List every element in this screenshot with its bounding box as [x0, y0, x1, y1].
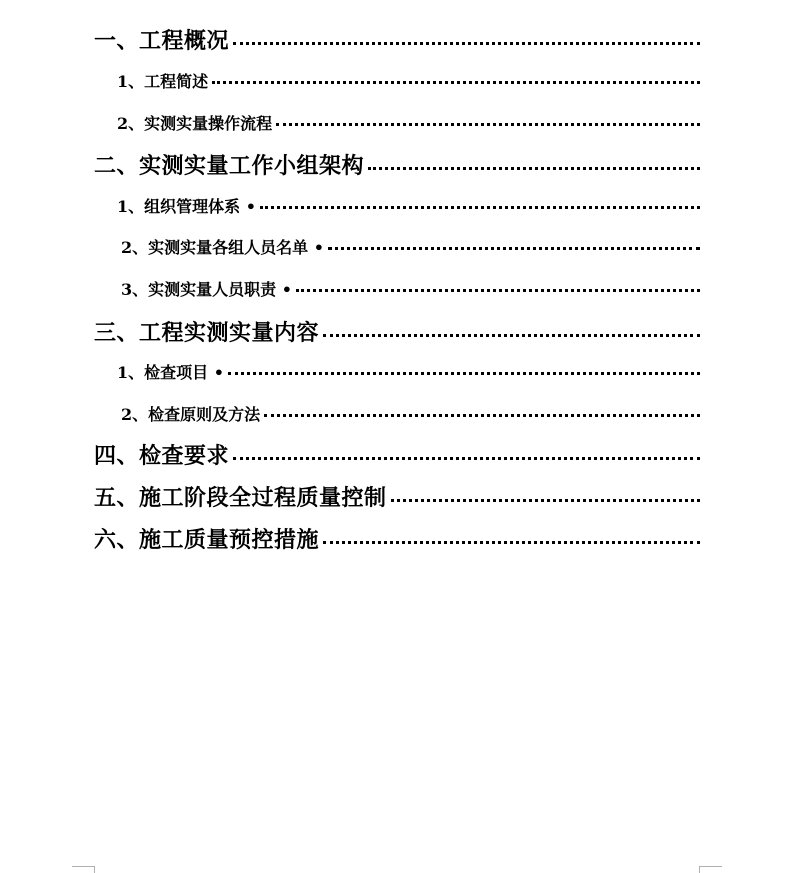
toc-entry-label: 五、施工阶段全过程质量控制 — [94, 485, 387, 511]
toc-entry-3-1[interactable] — [117, 360, 700, 383]
toc-entry-2-1[interactable] — [117, 194, 700, 217]
toc-entry-1-2[interactable] — [117, 111, 700, 134]
toc-entry-2[interactable] — [94, 149, 700, 180]
toc-entry-label: 四、检查要求 — [94, 443, 230, 469]
toc-entry-label: 六、施工质量预控措施 — [94, 527, 320, 553]
dot-leader — [368, 166, 700, 170]
dot-leader — [233, 41, 700, 45]
dot-leader — [276, 122, 700, 126]
toc-entry-label: 三、工程实测实量内容 — [94, 320, 320, 346]
dot-leader — [391, 498, 700, 502]
dot-leader — [328, 246, 700, 250]
toc-entry-1-1[interactable] — [117, 69, 700, 92]
toc-entry-label: 2、实测实量各组人员名单 • — [121, 238, 324, 257]
toc-entry-label: 2、实测实量操作流程 — [117, 114, 273, 133]
dot-leader — [260, 205, 700, 209]
dot-leader — [228, 371, 700, 375]
toc-entry-4[interactable] — [94, 439, 700, 470]
toc-entry-2-2[interactable] — [121, 235, 700, 258]
dot-leader — [323, 540, 700, 544]
toc-entry-6[interactable] — [94, 523, 700, 554]
toc-entry-1[interactable] — [94, 24, 700, 55]
toc-entry-5[interactable] — [94, 481, 700, 512]
toc-entry-label: 二、实测实量工作小组架构 — [94, 153, 365, 179]
dot-leader — [323, 333, 700, 337]
toc-entry-label: 1、工程简述 — [117, 72, 209, 91]
dot-leader — [264, 413, 700, 417]
toc-entry-3-2[interactable] — [121, 402, 700, 425]
toc-entry-label: 一、工程概况 — [94, 28, 230, 54]
toc-entry-label: 1、检查项目 • — [117, 363, 224, 382]
toc-entry-label: 3、实测实量人员职责 • — [121, 280, 292, 299]
dot-leader — [296, 288, 700, 292]
dot-leader — [212, 80, 700, 84]
toc-entry-2-3[interactable] — [121, 277, 700, 300]
toc-entry-label: 1、组织管理体系 • — [117, 197, 256, 216]
toc-entry-3[interactable] — [94, 316, 700, 347]
toc-entry-label: 2、检查原则及方法 — [121, 405, 261, 424]
dot-leader — [233, 456, 700, 460]
